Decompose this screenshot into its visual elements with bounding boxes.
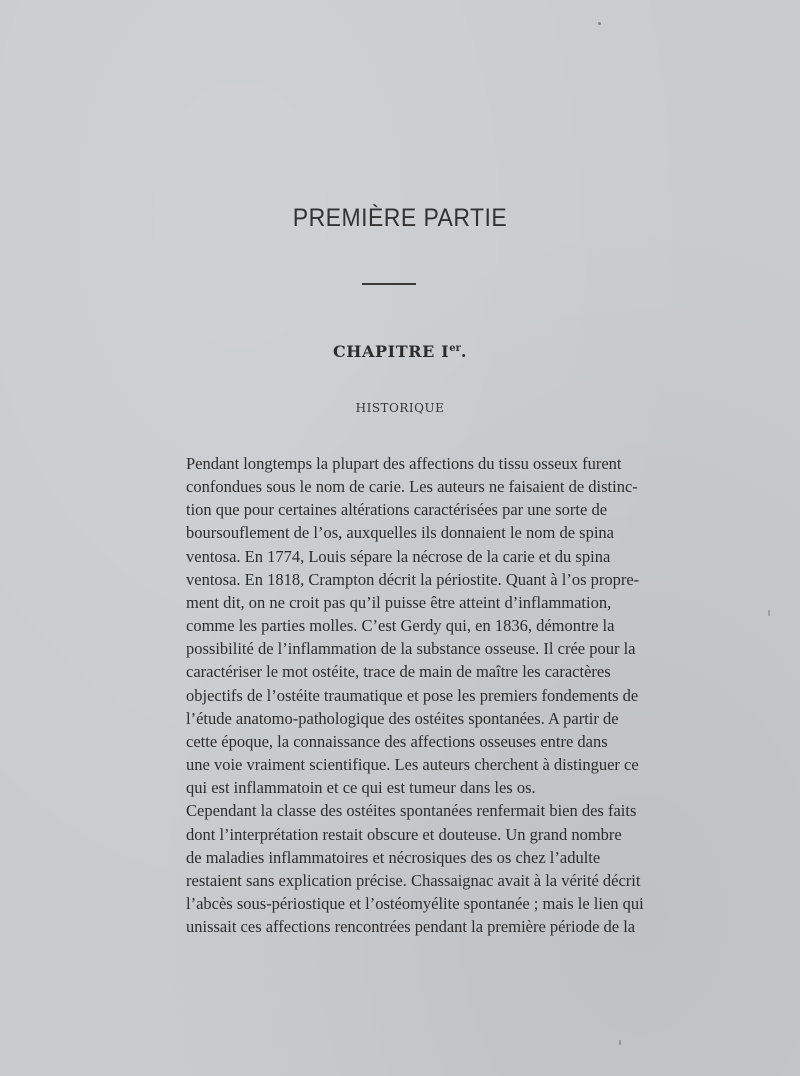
chapter-title [0, 342, 800, 361]
text-line: unissait ces affections rencontrées pendant la première période de la [186, 917, 636, 937]
text-line: l’étude anatomo-pathologique des ostéites spontanées. A partir de [186, 708, 619, 728]
text-line: qui est inflammatoin et ce qui est tumeur dans les os. [186, 778, 536, 798]
text-line: dont l’interprétation restait obscure et douteuse. Un grand nombre [186, 824, 622, 844]
text-line: restaient sans explication précise. Chassaignac avait à la vérité décrit [186, 870, 641, 890]
paper-speck [598, 22, 601, 25]
text-line: Cependant la classe des ostéites spontanées renfermait bien des faits [186, 801, 637, 821]
paragraph-1 [186, 452, 640, 799]
text-line: ment dit, on ne croit pas qu’il puisse être atteint d’inflammation, [186, 592, 612, 612]
chapter-label: CHAPITRE I [332, 342, 450, 361]
text-line: comme les parties molles. C’est Gerdy qui, en 1836, démontre la [186, 616, 615, 636]
section-title: HISTORIQUE [355, 401, 445, 415]
paper-speck [768, 610, 770, 616]
text-line: ventosa. En 1774, Louis sépare la nécrose de la carie et du spina [186, 546, 611, 566]
body-text [186, 452, 644, 938]
chapter-suffix: . [460, 342, 468, 361]
text-line: l’abcès sous-périostique et l’ostéomyélite spontanée ; mais le lien qui [186, 893, 644, 913]
text-line: objectifs de l’ostéite traumatique et pose les premiers fondements de [186, 685, 639, 705]
text-line: Pendant longtemps la plupart des affections du tissu osseux furent [186, 454, 622, 473]
text-line: confondues sous le nom de carie. Les auteurs ne faisaient de distinc- [186, 477, 638, 497]
paragraph-2 [186, 799, 644, 938]
title-divider [362, 283, 416, 285]
text-line: de maladies inflammatoires et nécrosiques des os chez l’adulte [186, 847, 601, 867]
text-line: possibilité de l’inflammation de la substance osseuse. Il crée pour la [186, 639, 636, 659]
part-title: PREMIÈRE PARTIE [292, 204, 508, 232]
paper-speck [619, 1040, 621, 1045]
text-line: boursouflement de l’os, auxquelles ils donnaient le nom de spina [186, 523, 614, 543]
text-line: tion que pour certaines altérations caractérisées par une sorte de [186, 500, 608, 520]
text-line: ventosa. En 1818, Crampton décrit la périostite. Quant à l’os propre- [186, 569, 640, 589]
text-line: caractériser le mot ostéite, trace de main de maître les caractères [186, 662, 611, 682]
chapter-superscript: er [449, 343, 461, 354]
text-line: cette époque, la connaissance des affections osseuses entre dans [186, 731, 608, 751]
text-line: une voie vraiment scientifique. Les auteurs cherchent à distinguer ce [186, 755, 639, 775]
